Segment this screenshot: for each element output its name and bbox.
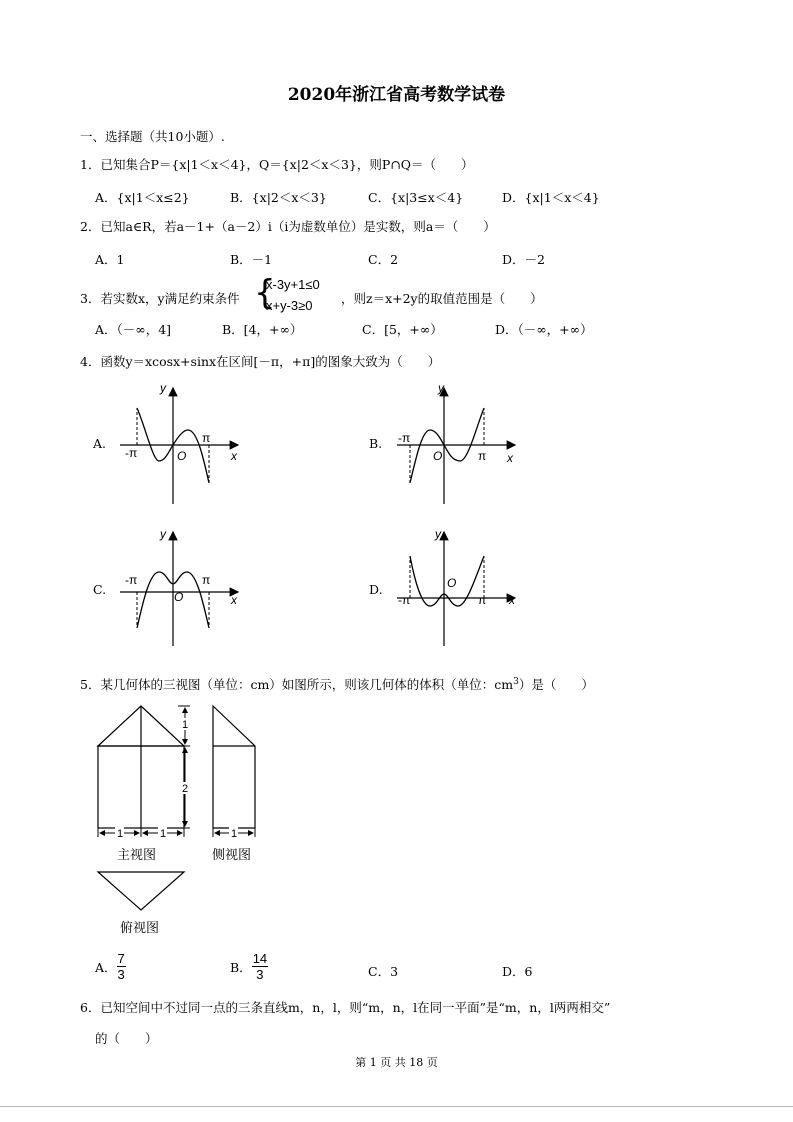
y-label: y	[160, 527, 166, 541]
q3-stem-a: 3．若实数x，y满足约束条件	[80, 291, 240, 306]
front-view	[98, 706, 184, 828]
origin-label: O	[433, 449, 443, 463]
neg-pi-label: -π	[125, 573, 138, 587]
q3-brace: {	[254, 273, 276, 313]
x-label: x	[231, 593, 237, 607]
x-label: x	[509, 593, 515, 607]
q5-option-b: B． $\frac{14}{3}$	[230, 951, 268, 982]
q2-stem: 2．已知a∈R，若a－1+（a－2）i（i为虚数单位）是实数，则a＝（ ）	[80, 219, 496, 234]
page-bottom-rule	[0, 1106, 793, 1107]
dim-top-label: 1	[182, 719, 189, 731]
q4-stem: 4．函数y＝xcosx+sinx在区间[－π，+π]的图象大致为（ ）	[80, 354, 441, 369]
pos-pi-label: π	[478, 449, 487, 463]
graph-d-label: D.	[369, 582, 383, 597]
q1-option-c: C．{x|3≤x＜4}	[368, 190, 464, 205]
q3-condition-2: x+y-3≥0	[266, 298, 313, 313]
q3-stem-b: ，则z＝x+2y的取值范围是（ ）	[341, 291, 543, 306]
q1-stem: 1．已知集合P＝{x|1＜x＜4}，Q＝{x|2＜x＜3}，则P∩Q＝（ ）	[80, 157, 474, 172]
graph-c-label: C.	[93, 582, 107, 597]
side-view-label: 侧视图	[212, 847, 252, 862]
dim-side-label: 1	[231, 828, 238, 840]
graph-a	[115, 378, 255, 508]
pos-pi-label: π	[478, 593, 487, 607]
neg-pi-label: -π	[125, 446, 138, 460]
q6-stem-line2: 的（ ）	[95, 1031, 158, 1046]
page-footer: 第 1 页 共 18 页	[355, 1056, 438, 1069]
neg-pi-label: -π	[398, 593, 411, 607]
section-heading: 一、选择题（共10小题）.	[80, 129, 225, 144]
origin-label: O	[177, 449, 187, 463]
q2-option-c: C．2	[368, 252, 399, 267]
pos-pi-label: π	[202, 431, 211, 445]
page-title: 2020年浙江省高考数学试卷	[287, 85, 506, 105]
origin-label: O	[447, 576, 457, 590]
top-view	[98, 872, 184, 910]
q2-option-d: D．－2	[502, 252, 545, 267]
q6-stem-line1: 6．已知空间中不过同一点的三条直线m，n，l，则“m，n，l在同一平面”是“m，n，l两两相交”	[80, 1000, 611, 1015]
q5-stem: 5．某几何体的三视图（单位：cm）如图所示，则该几何体的体积（单位：$cm^3$）是（ ）	[80, 676, 594, 692]
origin-label: O	[174, 590, 184, 604]
dim-w2-label: 1	[160, 828, 167, 840]
y-label: y	[438, 381, 444, 395]
pos-pi-label: π	[202, 573, 211, 587]
top-view-label: 俯视图	[120, 920, 160, 935]
graph-d	[392, 522, 532, 652]
q2-option-b: B．－1	[230, 252, 273, 267]
neg-pi-label: -π	[398, 431, 411, 445]
q3-condition-1: x-3y+1≤0	[266, 277, 320, 292]
side-view	[213, 706, 255, 840]
three-view-figure	[90, 700, 270, 940]
q5-option-d: D．6	[502, 964, 533, 979]
q1-option-b: B．{x|2＜x＜3}	[230, 190, 327, 205]
q3-option-b: B．[4，+∞）	[222, 322, 303, 337]
graph-c	[115, 522, 255, 652]
q5-option-a: A． $\frac{7}{3}$	[95, 951, 125, 982]
x-label: x	[507, 451, 513, 465]
graph-a-label: A.	[93, 436, 107, 451]
q1-option-d: D．{x|1＜x＜4}	[502, 190, 600, 205]
q3-option-d: D．（－∞，+∞）	[495, 322, 593, 337]
dim-w1-label: 1	[117, 828, 124, 840]
q1-option-a: A．{x|1＜x≤2}	[95, 190, 190, 205]
x-label: x	[231, 449, 237, 463]
width-dimension	[98, 827, 184, 840]
graph-b-label: B.	[369, 436, 383, 451]
q2-option-a: A．1	[95, 252, 125, 267]
graph-b	[392, 378, 532, 508]
y-label: y	[435, 527, 441, 541]
y-label: y	[160, 381, 166, 395]
front-view-label: 主视图	[117, 847, 157, 862]
dim-bottom-label: 2	[182, 783, 189, 795]
q3-option-a: A．（－∞，4]	[95, 322, 172, 337]
q3-option-c: C．[5，+∞）	[362, 322, 443, 337]
q5-option-c: C．3	[368, 964, 399, 979]
